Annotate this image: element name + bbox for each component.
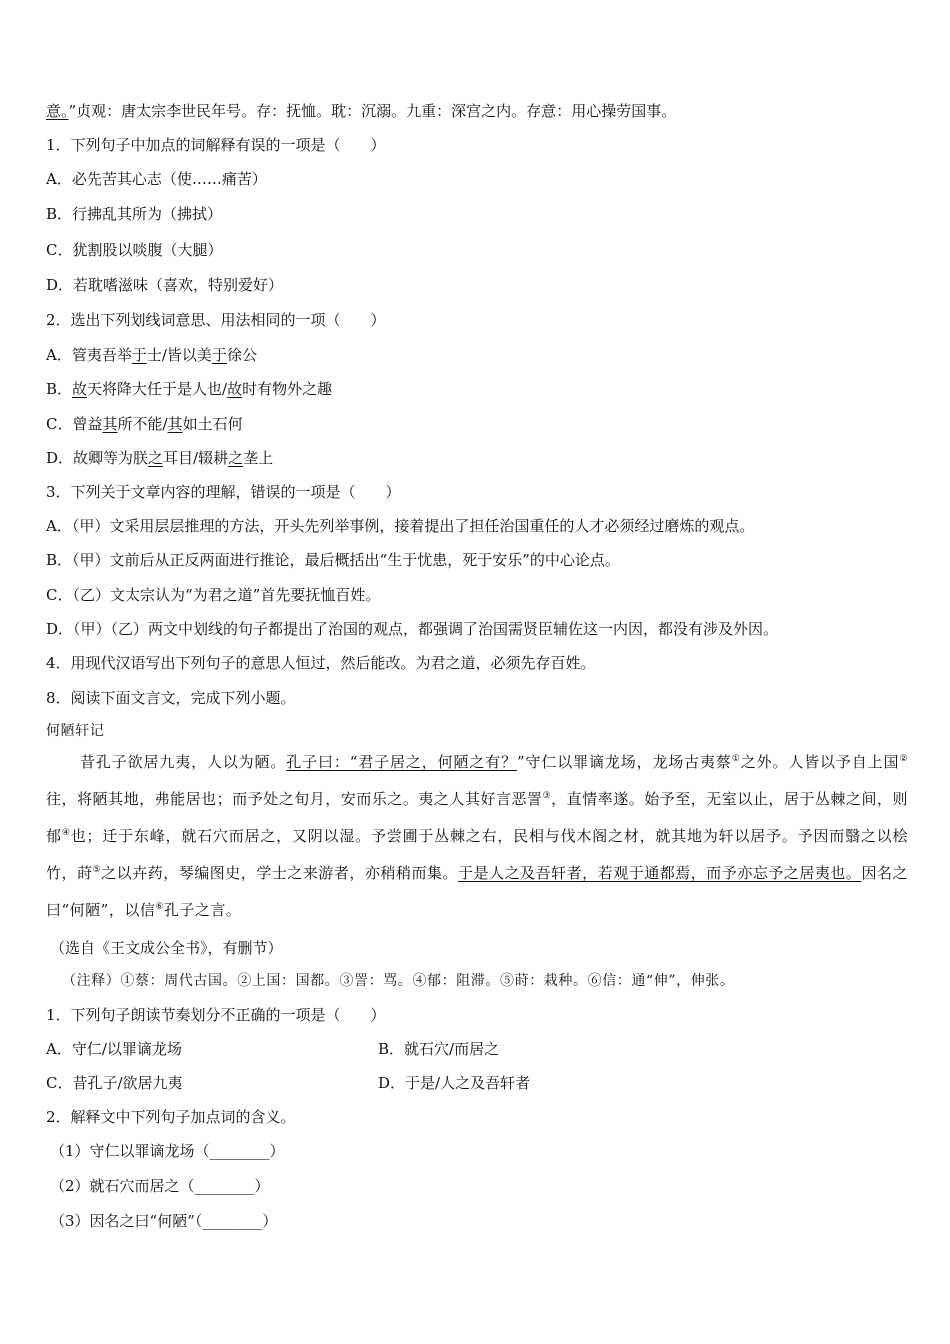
note-marker: ③ [542, 791, 552, 801]
text: 之外。人皆以予自上国 [740, 753, 900, 771]
text: ，直情率遂。始予至，无室以止，居于丛棘之间，则郁 [46, 790, 908, 845]
text: 时有物外之趣 [242, 380, 333, 398]
q2-stem: 2．选出下列划线词意思、用法相同的一项（ ） [46, 311, 386, 329]
q1-option-c: C．犹割股以啖腹（大腿） [46, 241, 223, 259]
note-marker: ④ [61, 828, 71, 838]
note-marker: ⑥ [155, 902, 164, 912]
q1-option-d: D．若耽嗜滋味（喜欢，特别爱好） [46, 276, 284, 294]
p8-q2-stem: 2．解释文中下列句子加点词的含义。 [46, 1108, 296, 1126]
p8-q2-item-1: （1）守仁以罪谪龙场（________） [50, 1142, 285, 1160]
p8-q2-item-3: （3）因名之曰“何陋”（________） [50, 1212, 278, 1230]
q1-stem: 1．下列句子中加点的词解释有误的一项是（ ） [46, 136, 386, 154]
q3-option-b: B．（甲）文前后从正反两面进行推论，最后概括出“生于忧患，死于安乐”的中心论点。 [46, 551, 620, 569]
p8-q1-option-c: C．昔孔子/欲居九夷 [46, 1074, 183, 1092]
passage-title: 何陋轩记 [46, 723, 105, 739]
text: 天将降大任于是人也/ [87, 380, 228, 398]
underlined-word: 之 [148, 449, 164, 467]
q2-option-d [46, 448, 273, 468]
underlined-word: 其 [102, 415, 118, 433]
passage-notes: （注释）①蔡：周代古国。②上国：国都。③詈：骂。④郁：阻滞。⑤莳：栽种。⑥信：通“伸”，伸张。 [62, 973, 735, 989]
text: C．曾益 [46, 415, 103, 433]
underlined-sentence: 孔子曰：“君子居之，何陋之有？ [286, 753, 517, 771]
annotation-line [46, 101, 676, 121]
underlined-word: 于 [211, 346, 227, 364]
text: D．故卿等为朕 [46, 449, 149, 467]
underlined-sentence: 于是人之及吾轩者，若观于通都焉，而予亦忘予之居夷也。 [458, 864, 862, 882]
q3-option-a: A．（甲）文采用层层推理的方法，开头先列举事例，接着提出了担任治国重任的人才必须经过磨炼的观点。 [46, 517, 755, 535]
text: 耳目/辍耕 [163, 449, 229, 467]
q4-stem: 4．用现代汉语写出下列句子的意思人恒过，然后能改。为君之道，必须先存百姓。 [46, 654, 596, 672]
note-marker: ⑤ [92, 865, 102, 875]
q2-option-a [46, 345, 257, 365]
q2-option-b [46, 379, 332, 399]
q3-option-c: C．（乙）文太宗认为“为君之道”首先要抚恤百姓。 [46, 586, 381, 604]
q1-option-b: B．行拂乱其所为（拂拭） [46, 205, 223, 223]
p8-q1-option-a: A．守仁/以罪谪龙场 [46, 1040, 182, 1058]
annotation-text: ”贞观：唐太宗李世民年号。存：抚恤。耽：沉溺。九重：深宫之内。存意：用心操劳国事。 [68, 102, 677, 120]
underlined-word: 故 [227, 380, 243, 398]
q1-option-a: A．必先苦其心志（使……痛苦） [46, 170, 267, 188]
text: 如土石何 [182, 415, 243, 433]
underlined-word: 之 [228, 449, 244, 467]
note-marker: ① [731, 754, 741, 764]
underlined-word: 于 [131, 346, 147, 364]
q3-stem: 3．下列关于文章内容的理解，错误的一项是（ ） [46, 483, 401, 501]
text: 孔子之言。 [163, 901, 242, 919]
p8-q1-option-d: D．于是/人之及吾轩者 [378, 1074, 531, 1092]
text: B． [46, 380, 73, 398]
text: 也；迁于东峰，就石穴而居之，又阴以湿。予尝圃于丛棘之右，民相与伐木阁之材，就其地为轩以居予。予因而翳之以桧竹，莳 [46, 827, 908, 882]
text: 垄上 [243, 449, 274, 467]
underlined-fragment: 意。 [46, 102, 69, 120]
underlined-word: 其 [167, 415, 183, 433]
text: ”守仁以罪谪龙场，龙场古夷蔡 [516, 753, 732, 771]
text: 徐公 [226, 346, 257, 364]
text: 因名之曰“何陋”，以信 [46, 864, 908, 919]
q3-option-d: D．（甲）（乙）两文中划线的句子都提出了治国的观点，都强调了治国需贤臣辅佐这一内因，都没有涉及外因。 [46, 620, 779, 638]
passage-paragraph [46, 744, 908, 929]
text: 所不能/ [117, 415, 168, 433]
underlined-word: 故 [72, 380, 88, 398]
text: 昔孔子欲居九夷，人以为陋。 [80, 753, 287, 771]
p8-q1-option-b: B．就石穴/而居之 [378, 1040, 500, 1058]
passage-source: （选自《王文成公全书》，有删节） [50, 939, 283, 957]
q2-option-c [46, 414, 243, 434]
text: A．管夷吾举 [46, 346, 132, 364]
p8-q1-stem: 1．下列句子朗读节奏划分不正确的一项是（ ） [46, 1006, 386, 1024]
text: 往，将陋其地，弗能居也；而予处之旬月，安而乐之。夷之人其好言恶詈 [46, 790, 543, 808]
section-8-intro: 8．阅读下面文言文，完成下列小题。 [46, 689, 296, 707]
text: 之以卉药，琴编图史，学士之来游者，亦稍稍而集。 [101, 864, 459, 882]
text: 士/皆以美 [146, 346, 212, 364]
note-marker: ② [899, 754, 908, 764]
p8-q2-item-2: （2）就石穴而居之（________） [50, 1177, 270, 1195]
